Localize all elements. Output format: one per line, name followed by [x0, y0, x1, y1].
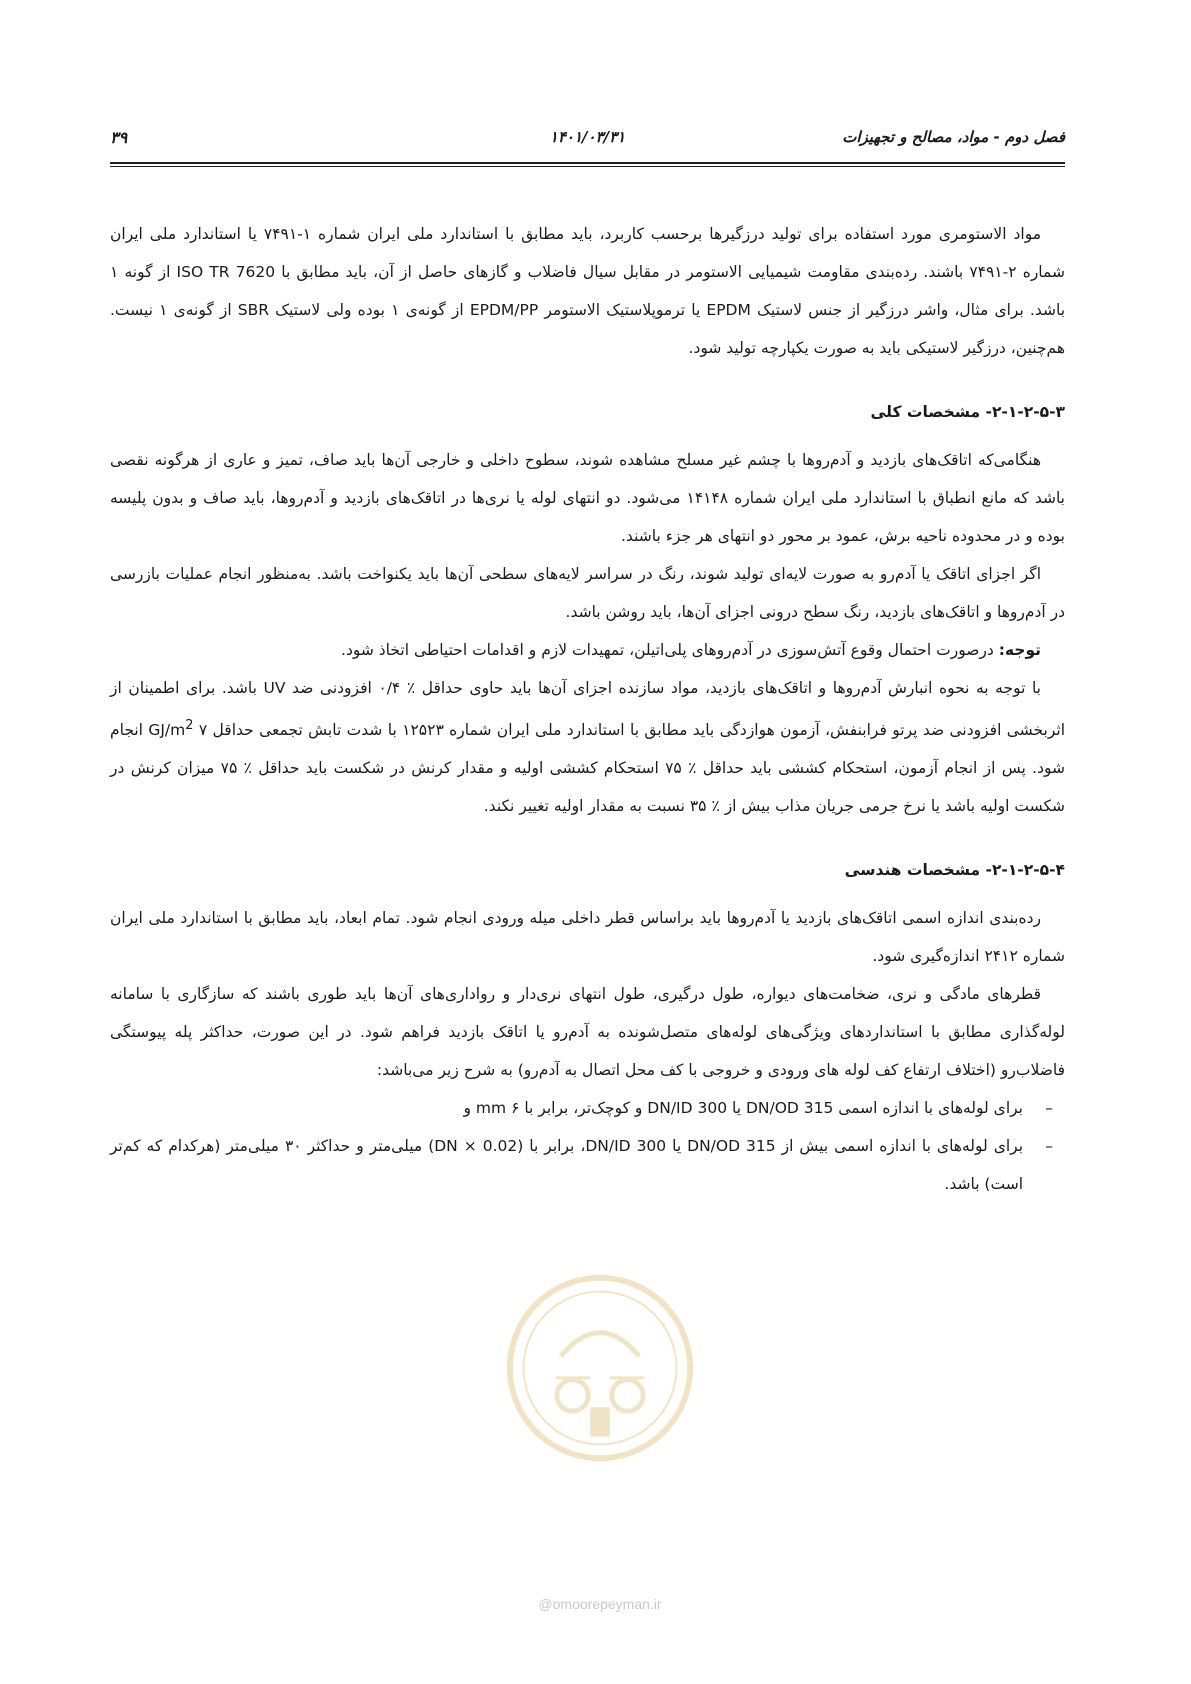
paragraph-size: رده‌بندی اندازه اسمی اتاقک‌های بازدید یا آدم‌روها باید براساس قطر داخلی میله ورودی انجام شود. تمام ابعاد، باید مطابق با استاندارد ملی ایران شماره ۲۴۱۲ اندازه‌گیری شود. — [110, 909, 1065, 966]
watermark-url: @omoorepeyman.ir — [538, 1596, 662, 1612]
bullet-dash: – — [1045, 1137, 1053, 1156]
list-item — [110, 1089, 1065, 1127]
uv-superscript: 2 — [185, 718, 194, 733]
body-text — [110, 215, 1065, 1203]
bullet-dash: – — [1045, 1099, 1053, 1118]
watermark-seal-icon — [502, 1270, 698, 1466]
paragraph-color: اگر اجزای اتاقک یا آدم‌رو به صورت لایه‌ای تولید شوند، رنگ در سراسر لایه‌های سطحی آن‌ها باید یکنواخت باشد. به‌منظور انجام عملیات بازرسی در آدم‌روها و اتاقک‌های بازدید، رنگ سطح درونی اجزای آن‌ها، باید روشن باشد. — [110, 565, 1065, 621]
header-date: ۱۴۰۱/۰۳/۳۱ — [549, 128, 626, 146]
section-heading-geometric: ۲-۱-۲-۵-۴- مشخصات هندسی — [844, 861, 1065, 880]
running-header — [110, 128, 1065, 158]
paragraph-elastomer: مواد الاستومری مورد استفاده برای تولید درزگیرها برحسب کاربرد، باید مطابق با استاندارد ملی ایران شماره ۱-۷۴۹۱ یا استاندارد ملی ایران شماره ۲-۷۴۹۱ باشند. رده‌بندی مقاومت شیمیایی الاستومر در مقابل سیال فاضلاب و گازهای حاصل از آن، باید مطابق با ISO TR 7620 از گونه ۱ باشد. برای مثال، واشر درزگیر از جنس لاستیک EPDM یا ترموپلاستیک الاستومر EPDM/PP از گونه‌ی ۱ بوده ولی لاستیک SBR از گونه‌ی ۱ نیست. هم‌چنین، درزگیر لاستیکی باید به صورت یکپارچه تولید شود. — [110, 225, 1066, 357]
list-item — [110, 1127, 1065, 1203]
chapter-title: فصل دوم - مواد، مصالح و تجهیزات — [842, 128, 1065, 146]
section-heading-general: ۲-۱-۲-۵-۳- مشخصات کلی — [870, 403, 1065, 421]
paragraph-diameters: قطرهای مادگی و نری، ضخامت‌های دیواره، طول درگیری، طول انتهای نری‌دار و رواداری‌های آن‌ها باید طوری باشند که سازگاری با سامانه لوله‌گذاری مطابق با استانداردهای ویژگی‌های لوله‌های متصل‌شونده به آدم‌رو یا اتاقک بازدید فراهم شود. در این صورت، حداکثر پله پیوستگی فاضلاب‌رو (اختلاف ارتفاع کف لوله های ورودی و خروجی با کف محل اتصال به آدم‌رو) به شرح زیر می‌باشد: — [110, 985, 1065, 1080]
page-number: ۳۹ — [110, 128, 128, 147]
paragraph-note — [110, 631, 1065, 669]
bullet-text-1: برای لوله‌های با اندازه اسمی DN/OD 315 یا DN/ID 300 و کوچک‌تر، برابر با ۶ mm و — [463, 1099, 1023, 1118]
paragraph-surfaces: هنگامی‌که اتاقک‌های بازدید و آدم‌روها با چشم غیر مسلح مشاهده شوند، سطوح داخلی و خارجی آن‌ها باید صاف، تمیز و عاری از هرگونه نقصی باشد که مانع انطباق با استاندارد ملی ایران شماره ۱۴۱۴۸ می‌شود. دو انتهای لوله یا نری‌ها در اتاقک‌های بازدید و آدم‌روها، باید صاف و بدون پلیسه بوده و در محدوده ناحیه برش، عمود بر محور دو انتهای هر جزء باشند. — [110, 451, 1065, 545]
header-rule-thin — [110, 166, 1065, 167]
header-rule-thick — [110, 162, 1065, 164]
note-label: توجه: — [998, 641, 1041, 659]
bullet-text-2: برای لوله‌های با اندازه اسمی بیش از DN/OD 315 یا DN/ID 300، برابر با (DN × 0.02) میلی‌متر و حداکثر ۳۰ میلی‌متر (هرکدام که کم‌تر است) باشد. — [110, 1137, 1024, 1194]
uv-text-a: با توجه به نحوه انبارش آدم‌روها و اتاقک‌های بازدید، مواد سازنده اجزای آن‌ها باید حاوی حداقل ٪ ۰/۴ افزودنی ضد UV باشد. برای اطمینان از اثربخشی افزودنی ضد پرتو فرابنفش، آزمون هوازدگی باید مطابق با استاندارد ملی ایران شماره ۱۲۵۲۳ با شدت تابش تجمعی حداقل ۷ GJ/m — [110, 679, 1065, 740]
uv-text-b: انجام شود. پس از انجام آزمون، استحکام کششی باید حداقل ٪ ۷۵ استحکام کششی اولیه و مقدار کرنش در شکست باید حداقل ٪ ۷۵ میزان کرنش در شکست اولیه باشد یا نرخ جرمی جریان مذاب بیش از ٪ ۳۵ نسبت به مقدار اولیه تغییر نکند. — [110, 721, 1066, 816]
paragraph-uv — [110, 669, 1065, 825]
note-text: درصورت احتمال وقوع آتش‌سوزی در آدم‌روهای پلی‌اتیلن، تمهیدات لازم و اقدامات احتیاطی اتخاذ شود. — [341, 641, 999, 659]
